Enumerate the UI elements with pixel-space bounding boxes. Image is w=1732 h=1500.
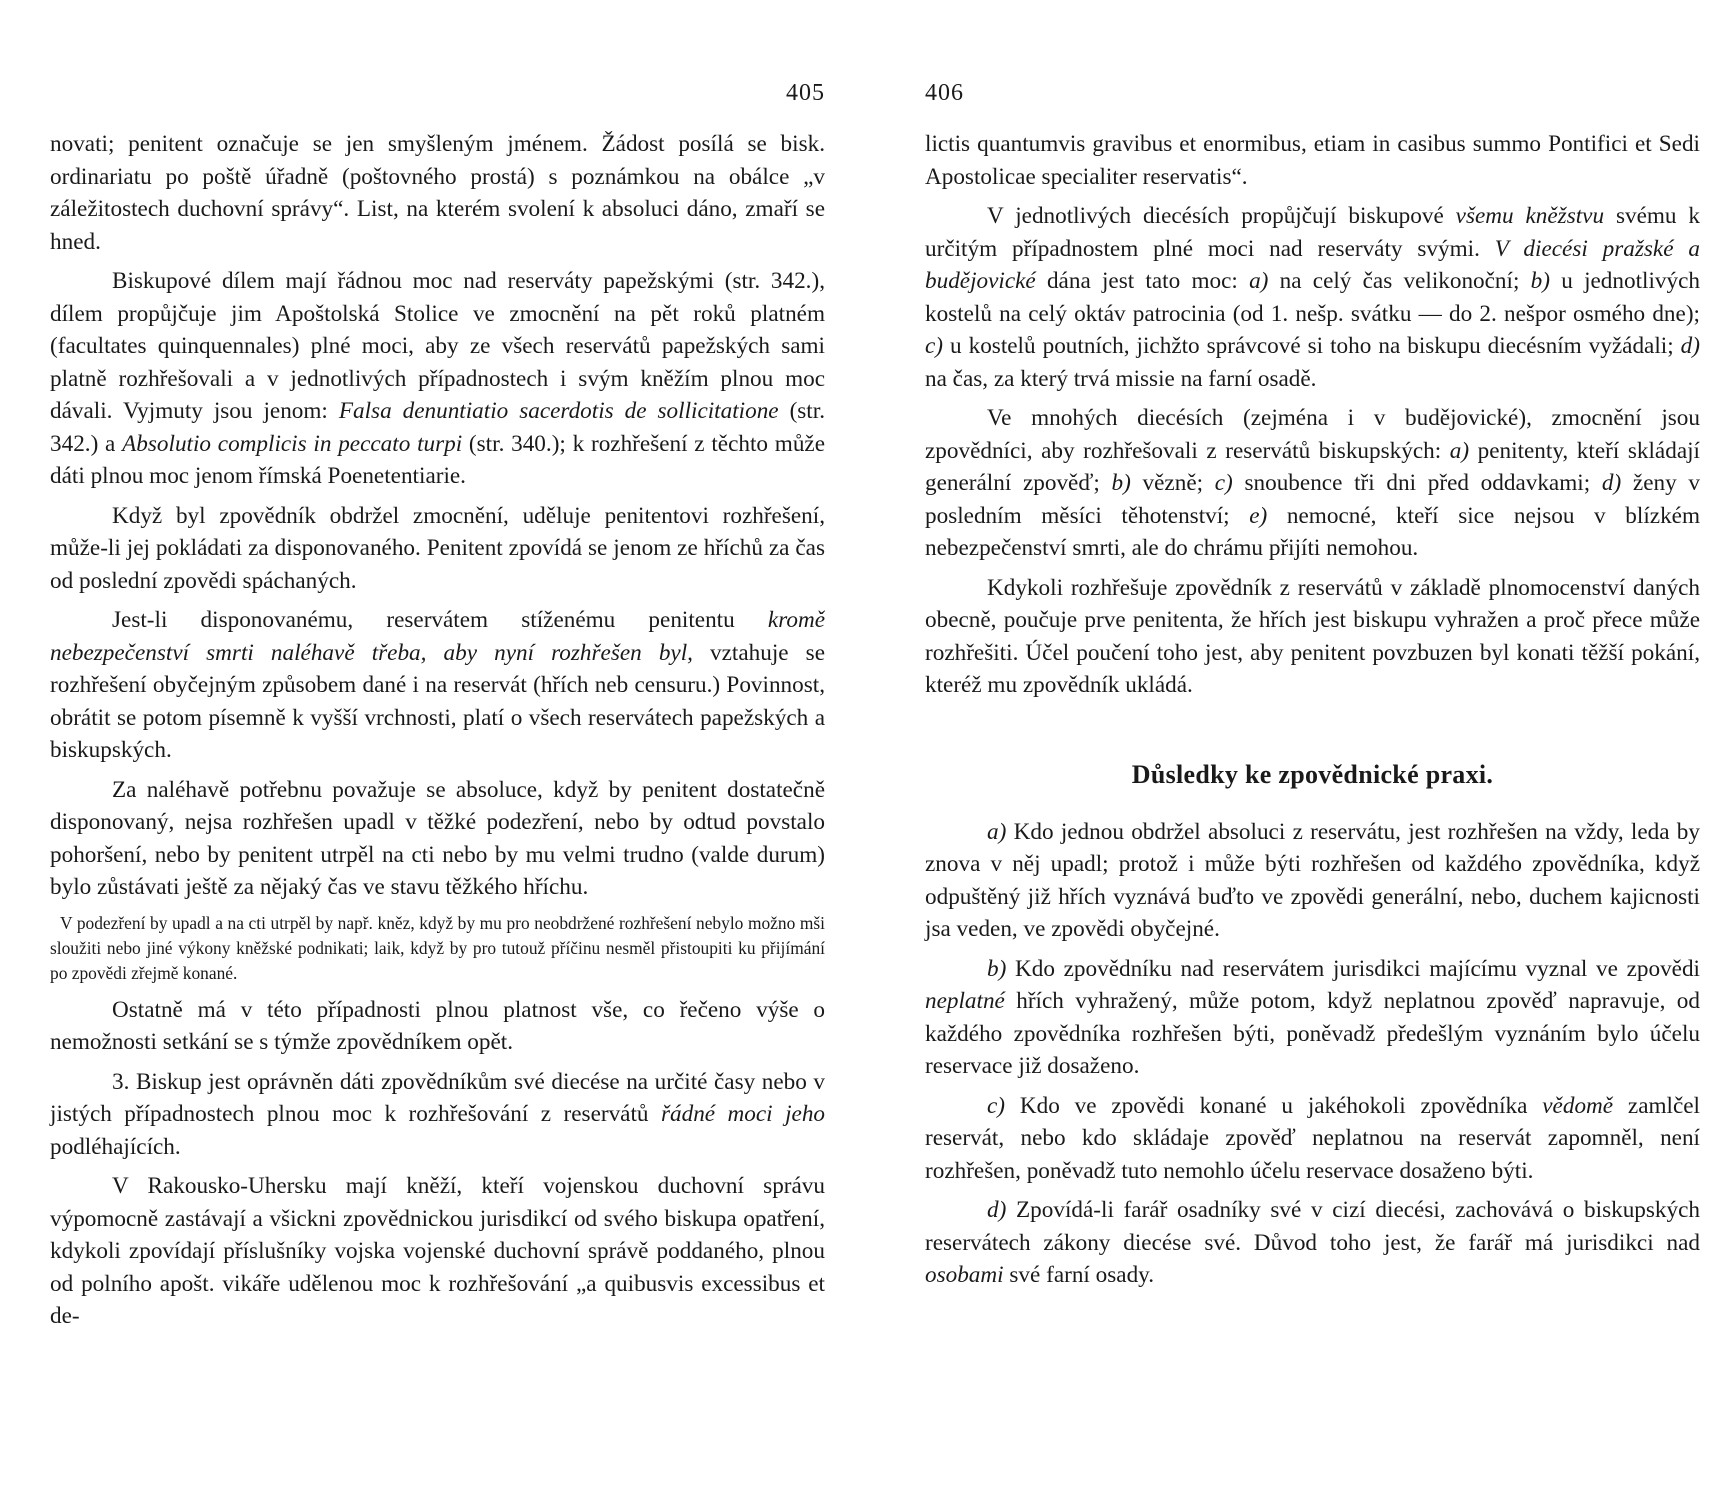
text-run: podléhajících. <box>50 1133 181 1160</box>
italic-text: a) <box>1249 268 1269 294</box>
italic-text: Absolutio complicis in peccato turpi <box>122 430 463 457</box>
text-run: Jest-li disponovanému, reservátem stíženému penitentu <box>112 607 768 633</box>
page-text <box>50 128 825 1340</box>
paragraph <box>50 1170 825 1333</box>
italic-text: b) <box>987 955 1007 982</box>
text-run: lictis quantumvis gravibus et enormibus, etiam in casibus summo Pontifici et Sedi Apostolicae specialiter reservatis“. <box>925 131 1700 190</box>
italic-text: všemu kněžstvu <box>1455 203 1605 229</box>
text-run: Biskupové dílem mají řádnou moc nad reserváty papežskými (str. 342.), dílem propůjčuje jim Apoštolská Stolice ve zmocnění na pět roků platném (facultates quinquennales) plné moci, aby ze všech reservátů papežských sami platně rozhřešovali a v jednotlivých případnostech i svým kněžím plnou moc dávali. Vyjmuty jsou jenom: <box>50 268 825 424</box>
italic-text: d) <box>1680 333 1700 359</box>
italic-text: kromě nebezpečenství smrti naléhavě třeba, aby nyní rozhřešen byl, <box>50 607 825 666</box>
italic-text: vědomě <box>1542 1092 1614 1119</box>
paragraph <box>925 1090 1700 1188</box>
text-run: Ve mnohých diecésích (zejména i v budějovické), zmocnění jsou zpovědníci, aby rozhřešovali z reservátů biskupských: <box>925 405 1700 464</box>
text-run: Kdo ve zpovědi konané u jakéhokoli zpovědníka <box>1005 1092 1543 1119</box>
text-run: Za naléhavě potřebnu považuje se absoluce, když by penitent dostatečně disponovaný, nejsa rozhřešen upadl v těžké podezření, nebo by odtud povstalo pohoršení, nebo by penitent utrpěl na cti nebo by mu velmi trudno (valde durum) bylo zůstávati ještě za nějaký čas ve stavu těžkého hříchu. <box>50 776 825 900</box>
paragraph <box>925 953 1700 1083</box>
text-run: nemocné, kteří sice nejsou v blízkém nebezpečenství smrti, ale do chrámu přijíti nemohou. <box>925 502 1700 561</box>
text-run: Když byl zpovědník obdržel zmocnění, uděluje penitentovi rozhřešení, může-li jej pokládati za disponovaného. Penitent zpovídá se jenom ze hříchů za čas od poslední zpovědi spáchaných. <box>50 502 825 594</box>
paragraph <box>50 1066 825 1164</box>
italic-text: c) <box>1214 470 1233 496</box>
italic-text: e) <box>1249 502 1268 529</box>
italic-text: b) <box>1111 470 1131 496</box>
paragraph <box>925 1194 1700 1292</box>
section-heading <box>925 760 1700 790</box>
text-run: vězně; <box>1130 470 1215 496</box>
text-run: Zpovídá-li farář osadníky své v cizí diecési, zachovává o biskupských reservátech zákony diecése své. Důvod toho jest, že farář má jurisdikci nad <box>925 1197 1700 1256</box>
paragraph <box>50 500 825 598</box>
footnote <box>50 911 825 986</box>
text-run: vztahuje se rozhřešení obyčejným způsobem dané i na reservát (hřích neb censuru.) Povinnost, obrátit se potom písemně k vyšší vrchnosti, platí o všech reservátech papežských a biskupských. <box>50 639 825 763</box>
text-run: Kdykoli rozhřešuje zpovědník z reservátů v základě plnomocenství daných obecně, poučuje prve penitenta, že hřích jest biskupu vyhražen a proč přece může rozhřešiti. Účel poučení toho jest, aby penitent povzbuzen byl konati těžší pokání, kteréž mu zpovědník ukládá. <box>925 574 1700 698</box>
text-run: ženy v posledním měsíci těhotenství; <box>925 470 1700 529</box>
paragraph <box>925 816 1700 946</box>
italic-text: d) <box>1601 470 1622 496</box>
text-run: Důsledky ke zpovědnické praxi. <box>1131 759 1494 789</box>
text-run: V jednotlivých diecésích propůjčují biskupové <box>987 203 1456 229</box>
page-number: 405 <box>786 80 825 106</box>
italic-text: osobami <box>925 1262 1004 1288</box>
text-run: Ostatně má v této případnosti plnou platnost vše, co řečeno výše o nemožnosti setkání se s týmže zpovědníkem opět. <box>50 996 825 1055</box>
italic-text: c) <box>925 333 944 359</box>
italic-text: neplatné <box>925 988 1005 1014</box>
text-run: V podezření by upadl a na cti utrpěl by např. kněz, když by mu pro neobdržené rozhřešení nebylo možno mši sloužiti nebo jiné výkony kněžské podnikati; laik, když by pro tutouž příčinu nesměl přistoupiti ku přijímání po zpovědi zřejmě konané. <box>50 912 825 983</box>
italic-text: řádné moci jeho <box>660 1101 826 1127</box>
text-run: (str. 340.); k rozhřešení z těchto může dáti plnou moc jenom římská Poenetentiarie. <box>50 430 825 489</box>
page-text <box>925 128 1700 1299</box>
paragraph <box>925 402 1700 565</box>
continued-paragraph <box>50 128 825 258</box>
continued-paragraph <box>925 128 1700 193</box>
text-run: penitenty, kteří skládají generální zpověď; <box>925 437 1700 496</box>
italic-text: V diecési pražské a budějovické <box>925 235 1701 294</box>
text-run: u kostelů poutních, jichžto správcové si toho na biskupu diecésním vyžádali; <box>943 333 1681 359</box>
text-run: 3. Biskup jest oprávněn dáti zpovědníkům své diecése na určité časy nebo v jistých případnostech plnou moc k rozhřešování z reservátů <box>50 1068 825 1127</box>
italic-text: a) <box>1449 437 1470 464</box>
paragraph <box>50 604 825 767</box>
text-run: na celý čas velikonoční; <box>1268 268 1531 294</box>
italic-text: a) <box>987 818 1007 845</box>
text-run: Kdo jednou obdržel absoluci z reservátu, jest rozhřešen na vždy, leda by znova v něj upadl; protož i může býti rozhřešen od každého zpovědníka, když odpuštěný již hřích vyznává buďto ve zpovědi generální, nebo, duchem kajicnosti jsa veden, ve zpovědi obyčejné. <box>925 818 1700 942</box>
text-run: svému k určitým případnostem plné moci nad reserváty svými. <box>925 203 1700 262</box>
text-run: na čas, za který trvá missie na farní osadě. <box>925 365 1317 392</box>
italic-text: d) <box>987 1197 1007 1223</box>
text-run: novati; penitent označuje se jen smyšleným jménem. Žádost posílá se bisk. ordinariatu po poště úřadně (poštovného prostá) s poznámkou na obálce „v záležitostech duchovní správy“. List, na kterém svolení k absoluci dáno, zmaří se hned. <box>50 131 825 255</box>
text-run: dána jest tato moc: <box>1035 268 1250 294</box>
paragraph <box>50 774 825 904</box>
text-run: zamlčel reservát, nebo kdo skládaje zpověď neplatnou na reservát zapomněl, není rozhřešen, poněvadž tuto nemohlo účelu reservace dosaženo býti. <box>925 1092 1701 1184</box>
paragraph <box>50 994 825 1059</box>
italic-text: Falsa denuntiatio sacerdotis de sollicitatione <box>338 398 779 424</box>
text-run: (str. 342.) a <box>50 398 825 457</box>
text-run: své farní osady. <box>1003 1262 1155 1288</box>
paragraph <box>50 265 825 493</box>
text-run: V Rakousko-Uhersku mají kněží, kteří vojenskou duchovní správu výpomocně zastávají a všickni zpovědnickou jurisdikcí od svého biskupa opatření, kdykoli zpovídají příslušníky vojska vojenské duchovní správě poddaného, plnou od polního apošt. vikáře udělenou moc k rozhřešování „a quibusvis excessibus et de- <box>50 1173 825 1329</box>
text-run: Kdo zpovědníku nad reservátem jurisdikci majícímu vyznal ve zpovědi <box>1006 955 1700 982</box>
paragraph <box>925 200 1700 395</box>
italic-text: c) <box>987 1092 1006 1119</box>
text-run: u jednotlivých kostelů na celý oktáv patrocinia (od 1. nešp. svátku — do 2. nešpor osmého dne); <box>925 268 1700 327</box>
italic-text: b) <box>1530 268 1550 294</box>
text-run: snoubence tři dni před oddavkami; <box>1232 470 1602 496</box>
text-run: hřích vyhražený, může potom, když neplatnou zpověď napravuje, od každého zpovědníka rozhřešen býti, poněvadž předešlým vyznáním bylo účelu reservace již dosaženo. <box>925 988 1700 1079</box>
paragraph <box>925 572 1700 702</box>
page-number: 406 <box>925 80 964 106</box>
